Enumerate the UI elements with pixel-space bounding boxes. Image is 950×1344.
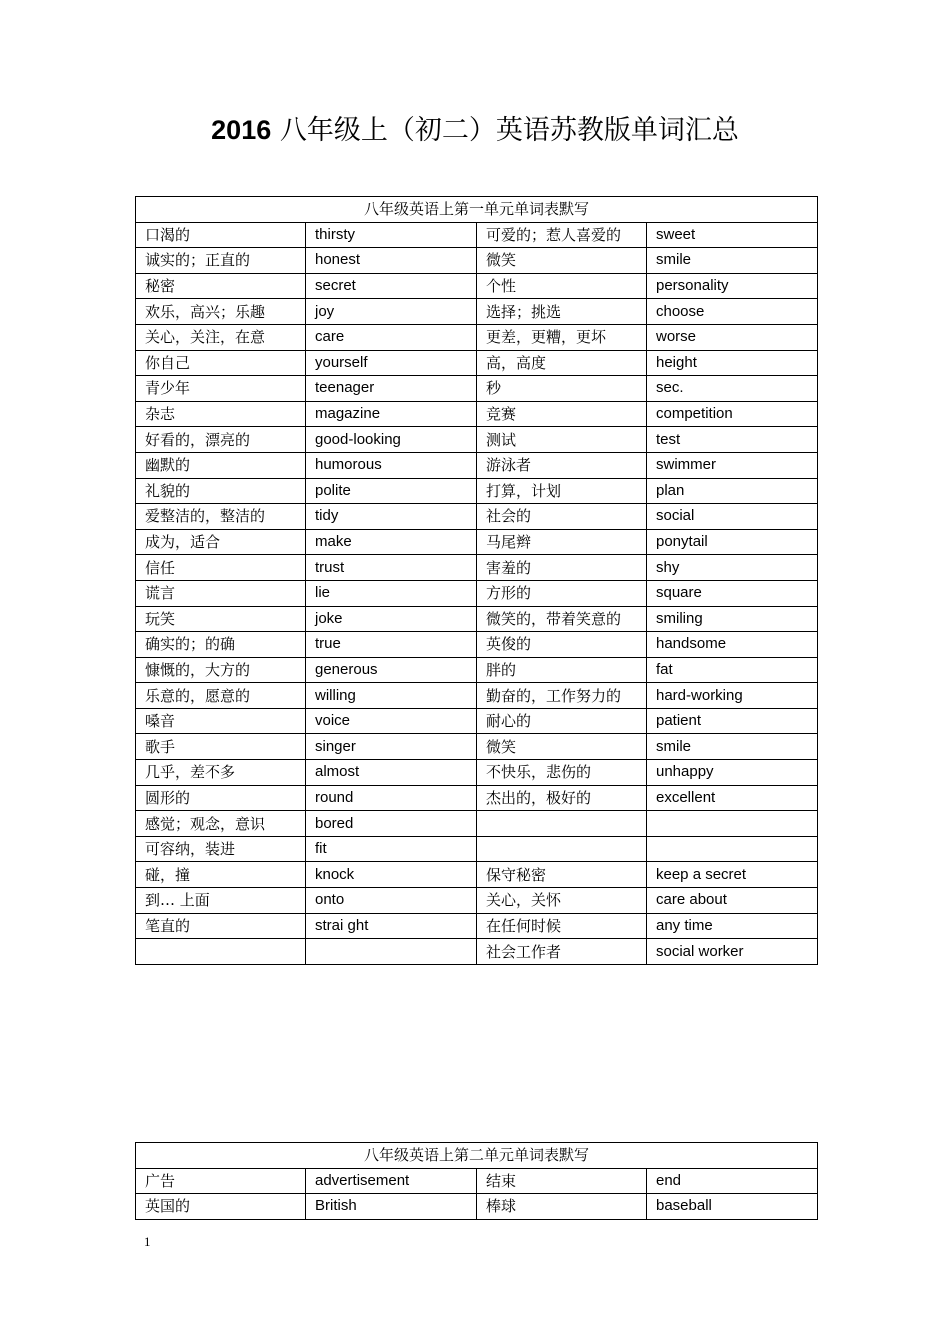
table-row bbox=[136, 324, 818, 350]
english-word-cell: social worker bbox=[647, 939, 818, 965]
english-word-cell: handsome bbox=[647, 632, 818, 658]
unit1-vocab-table bbox=[135, 196, 818, 965]
chinese-meaning-cell: 保守秘密 bbox=[477, 862, 647, 888]
chinese-meaning-cell: 害羞的 bbox=[477, 555, 647, 581]
english-word-cell: bored bbox=[306, 811, 477, 837]
chinese-meaning-cell: 测试 bbox=[477, 427, 647, 453]
title-year: 2016 bbox=[211, 115, 272, 145]
chinese-meaning-cell: 棒球 bbox=[477, 1194, 647, 1220]
chinese-meaning-cell: 方形的 bbox=[477, 580, 647, 606]
table-row bbox=[136, 708, 818, 734]
chinese-meaning-cell: 杰出的，极好的 bbox=[477, 785, 647, 811]
table-row bbox=[136, 760, 818, 786]
chinese-meaning-cell: 幽默的 bbox=[136, 452, 306, 478]
english-word-cell: generous bbox=[306, 657, 477, 683]
english-word-cell: joke bbox=[306, 606, 477, 632]
chinese-meaning-cell: 秒 bbox=[477, 376, 647, 402]
chinese-meaning-cell: 个性 bbox=[477, 273, 647, 299]
chinese-meaning-cell bbox=[136, 939, 306, 965]
english-word-cell: ponytail bbox=[647, 529, 818, 555]
page-title bbox=[0, 112, 950, 149]
table-row bbox=[136, 580, 818, 606]
chinese-meaning-cell: 马尾辫 bbox=[477, 529, 647, 555]
chinese-meaning-cell: 耐心的 bbox=[477, 708, 647, 734]
chinese-meaning-cell: 好看的，漂亮的 bbox=[136, 427, 306, 453]
chinese-meaning-cell: 社会工作者 bbox=[477, 939, 647, 965]
english-word-cell bbox=[647, 836, 818, 862]
english-word-cell: height bbox=[647, 350, 818, 376]
english-word-cell: smiling bbox=[647, 606, 818, 632]
english-word-cell: tidy bbox=[306, 504, 477, 530]
english-word-cell: care about bbox=[647, 888, 818, 914]
chinese-meaning-cell: 爱整洁的，整洁的 bbox=[136, 504, 306, 530]
english-word-cell: British bbox=[306, 1194, 477, 1220]
table-row bbox=[136, 299, 818, 325]
english-word-cell: magazine bbox=[306, 401, 477, 427]
english-word-cell: lie bbox=[306, 580, 477, 606]
table-heading-row bbox=[136, 1143, 818, 1169]
english-word-cell: choose bbox=[647, 299, 818, 325]
chinese-meaning-cell: 胖的 bbox=[477, 657, 647, 683]
chinese-meaning-cell: 口渴的 bbox=[136, 222, 306, 248]
chinese-meaning-cell: 青少年 bbox=[136, 376, 306, 402]
english-word-cell: care bbox=[306, 324, 477, 350]
table-row bbox=[136, 427, 818, 453]
english-word-cell: hard-working bbox=[647, 683, 818, 709]
english-word-cell: good-looking bbox=[306, 427, 477, 453]
english-word-cell: smile bbox=[647, 248, 818, 274]
chinese-meaning-cell: 诚实的；正直的 bbox=[136, 248, 306, 274]
chinese-meaning-cell: 竞赛 bbox=[477, 401, 647, 427]
table-row bbox=[136, 888, 818, 914]
chinese-meaning-cell: 歌手 bbox=[136, 734, 306, 760]
chinese-meaning-cell: 确实的；的确 bbox=[136, 632, 306, 658]
english-word-cell: any time bbox=[647, 913, 818, 939]
table-row bbox=[136, 836, 818, 862]
chinese-meaning-cell: 到… 上面 bbox=[136, 888, 306, 914]
chinese-meaning-cell: 成为，适合 bbox=[136, 529, 306, 555]
english-word-cell: competition bbox=[647, 401, 818, 427]
chinese-meaning-cell: 你自己 bbox=[136, 350, 306, 376]
chinese-meaning-cell: 英俊的 bbox=[477, 632, 647, 658]
chinese-meaning-cell: 英国的 bbox=[136, 1194, 306, 1220]
unit2-vocab-table bbox=[135, 1142, 818, 1220]
table-row bbox=[136, 657, 818, 683]
chinese-meaning-cell bbox=[477, 836, 647, 862]
chinese-meaning-cell: 在任何时候 bbox=[477, 913, 647, 939]
english-word-cell: shy bbox=[647, 555, 818, 581]
chinese-meaning-cell: 更差，更糟，更坏 bbox=[477, 324, 647, 350]
table-heading-row bbox=[136, 197, 818, 223]
english-word-cell: excellent bbox=[647, 785, 818, 811]
table-row bbox=[136, 222, 818, 248]
english-word-cell: test bbox=[647, 427, 818, 453]
table-row bbox=[136, 401, 818, 427]
chinese-meaning-cell: 微笑的，带着笑意的 bbox=[477, 606, 647, 632]
table-row bbox=[136, 632, 818, 658]
english-word-cell: sweet bbox=[647, 222, 818, 248]
page-number: 1 bbox=[144, 1234, 151, 1249]
table-row bbox=[136, 504, 818, 530]
table-row bbox=[136, 350, 818, 376]
english-word-cell: make bbox=[306, 529, 477, 555]
chinese-meaning-cell: 嗓音 bbox=[136, 708, 306, 734]
table-row bbox=[136, 785, 818, 811]
chinese-meaning-cell: 谎言 bbox=[136, 580, 306, 606]
table-row bbox=[136, 478, 818, 504]
table-row bbox=[136, 248, 818, 274]
chinese-meaning-cell: 游泳者 bbox=[477, 452, 647, 478]
english-word-cell: secret bbox=[306, 273, 477, 299]
chinese-meaning-cell: 几乎，差不多 bbox=[136, 760, 306, 786]
chinese-meaning-cell: 礼貌的 bbox=[136, 478, 306, 504]
english-word-cell: fit bbox=[306, 836, 477, 862]
english-word-cell: singer bbox=[306, 734, 477, 760]
table-row bbox=[136, 683, 818, 709]
unit1-heading: 八年级英语上第一单元单词表默写 bbox=[136, 197, 818, 223]
table-row bbox=[136, 273, 818, 299]
english-word-cell: thirsty bbox=[306, 222, 477, 248]
chinese-meaning-cell: 可爱的；惹人喜爱的 bbox=[477, 222, 647, 248]
table-row bbox=[136, 1194, 818, 1220]
title-text: 八年级上（初二）英语苏教版单词汇总 bbox=[279, 115, 739, 146]
english-word-cell: polite bbox=[306, 478, 477, 504]
english-word-cell: keep a secret bbox=[647, 862, 818, 888]
table-row bbox=[136, 1168, 818, 1194]
english-word-cell: humorous bbox=[306, 452, 477, 478]
table-row bbox=[136, 811, 818, 837]
english-word-cell: teenager bbox=[306, 376, 477, 402]
english-word-cell: square bbox=[647, 580, 818, 606]
english-word-cell: end bbox=[647, 1168, 818, 1194]
english-word-cell: trust bbox=[306, 555, 477, 581]
chinese-meaning-cell: 关心，关怀 bbox=[477, 888, 647, 914]
table-row bbox=[136, 452, 818, 478]
table-row bbox=[136, 862, 818, 888]
english-word-cell: voice bbox=[306, 708, 477, 734]
chinese-meaning-cell: 社会的 bbox=[477, 504, 647, 530]
english-word-cell: unhappy bbox=[647, 760, 818, 786]
chinese-meaning-cell: 不快乐，悲伤的 bbox=[477, 760, 647, 786]
english-word-cell: honest bbox=[306, 248, 477, 274]
english-word-cell: swimmer bbox=[647, 452, 818, 478]
chinese-meaning-cell: 圆形的 bbox=[136, 785, 306, 811]
table-row bbox=[136, 913, 818, 939]
chinese-meaning-cell: 杂志 bbox=[136, 401, 306, 427]
chinese-meaning-cell: 玩笑 bbox=[136, 606, 306, 632]
chinese-meaning-cell: 勤奋的，工作努力的 bbox=[477, 683, 647, 709]
table-row bbox=[136, 529, 818, 555]
chinese-meaning-cell: 可容纳，装进 bbox=[136, 836, 306, 862]
chinese-meaning-cell: 结束 bbox=[477, 1168, 647, 1194]
english-word-cell: baseball bbox=[647, 1194, 818, 1220]
chinese-meaning-cell bbox=[477, 811, 647, 837]
english-word-cell: smile bbox=[647, 734, 818, 760]
table-row bbox=[136, 939, 818, 965]
table-row bbox=[136, 734, 818, 760]
english-word-cell: strai ght bbox=[306, 913, 477, 939]
english-word-cell: sec. bbox=[647, 376, 818, 402]
english-word-cell: willing bbox=[306, 683, 477, 709]
chinese-meaning-cell: 碰，撞 bbox=[136, 862, 306, 888]
english-word-cell: knock bbox=[306, 862, 477, 888]
chinese-meaning-cell: 选择；挑选 bbox=[477, 299, 647, 325]
english-word-cell bbox=[647, 811, 818, 837]
chinese-meaning-cell: 慷慨的，大方的 bbox=[136, 657, 306, 683]
english-word-cell: personality bbox=[647, 273, 818, 299]
chinese-meaning-cell: 关心，关注，在意 bbox=[136, 324, 306, 350]
english-word-cell: advertisement bbox=[306, 1168, 477, 1194]
english-word-cell: plan bbox=[647, 478, 818, 504]
chinese-meaning-cell: 欢乐，高兴；乐趣 bbox=[136, 299, 306, 325]
english-word-cell: round bbox=[306, 785, 477, 811]
chinese-meaning-cell: 乐意的，愿意的 bbox=[136, 683, 306, 709]
unit2-heading: 八年级英语上第二单元单词表默写 bbox=[136, 1143, 818, 1169]
chinese-meaning-cell: 广告 bbox=[136, 1168, 306, 1194]
table-row bbox=[136, 606, 818, 632]
english-word-cell: joy bbox=[306, 299, 477, 325]
chinese-meaning-cell: 微笑 bbox=[477, 248, 647, 274]
chinese-meaning-cell: 打算，计划 bbox=[477, 478, 647, 504]
chinese-meaning-cell: 感觉；观念，意识 bbox=[136, 811, 306, 837]
english-word-cell: onto bbox=[306, 888, 477, 914]
english-word-cell: patient bbox=[647, 708, 818, 734]
table-row bbox=[136, 555, 818, 581]
chinese-meaning-cell: 微笑 bbox=[477, 734, 647, 760]
english-word-cell: worse bbox=[647, 324, 818, 350]
chinese-meaning-cell: 笔直的 bbox=[136, 913, 306, 939]
english-word-cell: social bbox=[647, 504, 818, 530]
chinese-meaning-cell: 信任 bbox=[136, 555, 306, 581]
english-word-cell bbox=[306, 939, 477, 965]
table-row bbox=[136, 376, 818, 402]
chinese-meaning-cell: 高，高度 bbox=[477, 350, 647, 376]
english-word-cell: fat bbox=[647, 657, 818, 683]
english-word-cell: true bbox=[306, 632, 477, 658]
chinese-meaning-cell: 秘密 bbox=[136, 273, 306, 299]
english-word-cell: almost bbox=[306, 760, 477, 786]
english-word-cell: yourself bbox=[306, 350, 477, 376]
